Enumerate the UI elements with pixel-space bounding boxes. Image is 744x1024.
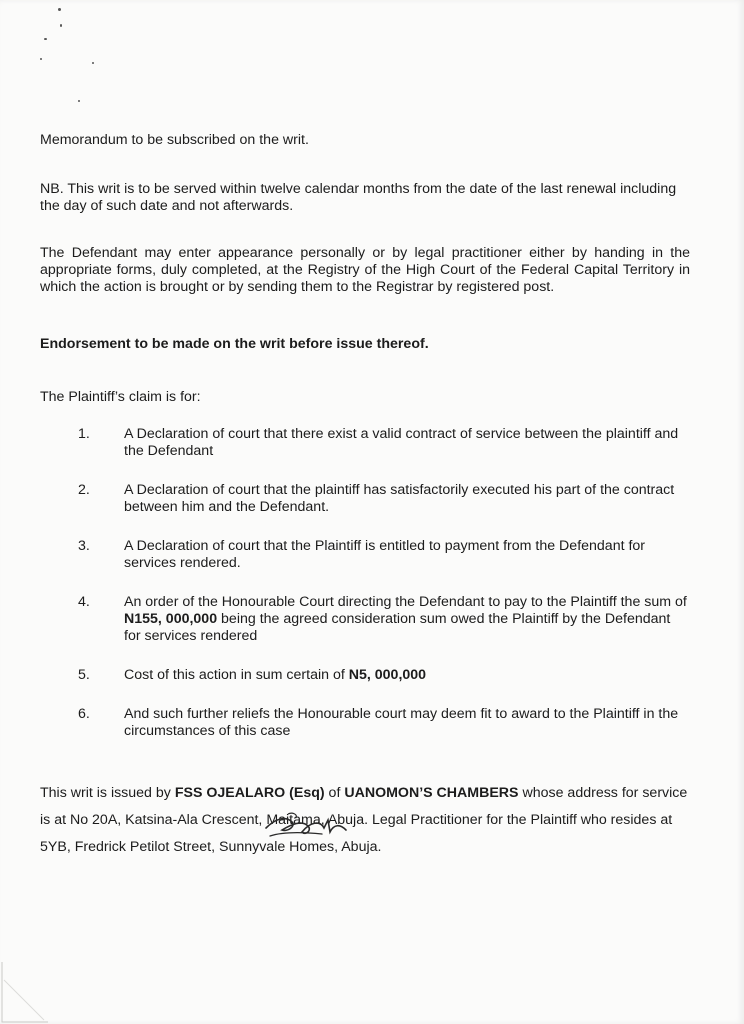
claim-text-pre: Cost of this action in sum certain of [124, 667, 349, 683]
issued-mid: of [324, 785, 345, 801]
claim-number: 1. [78, 426, 90, 442]
handwritten-signature [262, 810, 352, 846]
claim-amount: N5, 000,000 [348, 667, 427, 683]
claim-text-pre: An order of the Honourable Court directing the Defendant to pay to the Plaintiff the sum of [124, 594, 687, 610]
appearance-paragraph: The Defendant may enter appearance personally or by legal practitioner either by handing in the appropriate forms, duly completed, at the Registry of the High Court of the Federal Capital Territory in which the action is brought or by sending them to the Registrar by registered post. [40, 245, 690, 295]
endorsement-heading: Endorsement to be made on the writ before issue thereof. [40, 336, 429, 352]
claim-text: A Declaration of court that the plaintiff has satisfactorily executed his part of the contract between him and the Defendant. [124, 482, 675, 515]
claim-number: 4. [78, 594, 90, 610]
claim-text [124, 594, 690, 645]
issued-post: whose address for service is at No 20A, Katsina-Ala Crescent, Maitama, Abuja. Legal Practitioner for the Plaintiff who resides at 5YB, Fredrick Petilot Street, Sunnyvale Homes, Abuja. [40, 785, 688, 855]
claim-text: And such further reliefs the Honourable court may deem fit to award to the Plaintiff in the circumstances of this case [124, 706, 679, 739]
claim-text: A Declaration of court that there exist a valid contract of service between the plaintiff and the Defendant [124, 426, 679, 459]
page-corner-fold [0, 960, 60, 1024]
claim-item [78, 667, 690, 684]
claims-list [40, 426, 690, 740]
writ-body [40, 132, 690, 861]
claim-text: A Declaration of court that the Plaintiff is entitled to payment from the Defendant for services rendered. [124, 538, 646, 571]
claim-intro: The Plaintiff’s claim is for: [40, 389, 201, 405]
claim-number: 6. [78, 706, 90, 722]
issuer-name: FSS OJEALARO (Esq) [174, 785, 325, 801]
claim-amount: N155, 000,000 [124, 611, 218, 627]
claim-item [78, 706, 690, 740]
claim-number: 3. [78, 538, 90, 554]
chambers-name: UANOMON’S CHAMBERS [344, 785, 519, 801]
claim-item [78, 426, 690, 460]
claim-item [78, 482, 690, 516]
scan-speck [92, 62, 94, 64]
memorandum-line: Memorandum to be subscribed on the writ. [40, 132, 309, 148]
claim-number: 5. [78, 667, 90, 683]
issued-pre: This writ is issued by [40, 785, 175, 801]
scan-speck [40, 58, 42, 60]
claim-number: 2. [78, 482, 90, 498]
scan-speck [58, 8, 61, 11]
scan-speck [60, 24, 62, 27]
claim-text-post: being the agreed consideration sum owed the Plaintiff by the Defendant for services rendered [124, 611, 671, 644]
claim-text [124, 667, 690, 684]
claim-item [78, 538, 690, 572]
scan-speck [78, 100, 80, 102]
nb-paragraph: NB. This writ is to be served within twelve calendar months from the date of the last renewal including the day of such date and not afterwards. [40, 181, 677, 214]
claim-item [78, 594, 690, 645]
issuance-paragraph [40, 780, 690, 861]
scan-speck [44, 38, 47, 40]
